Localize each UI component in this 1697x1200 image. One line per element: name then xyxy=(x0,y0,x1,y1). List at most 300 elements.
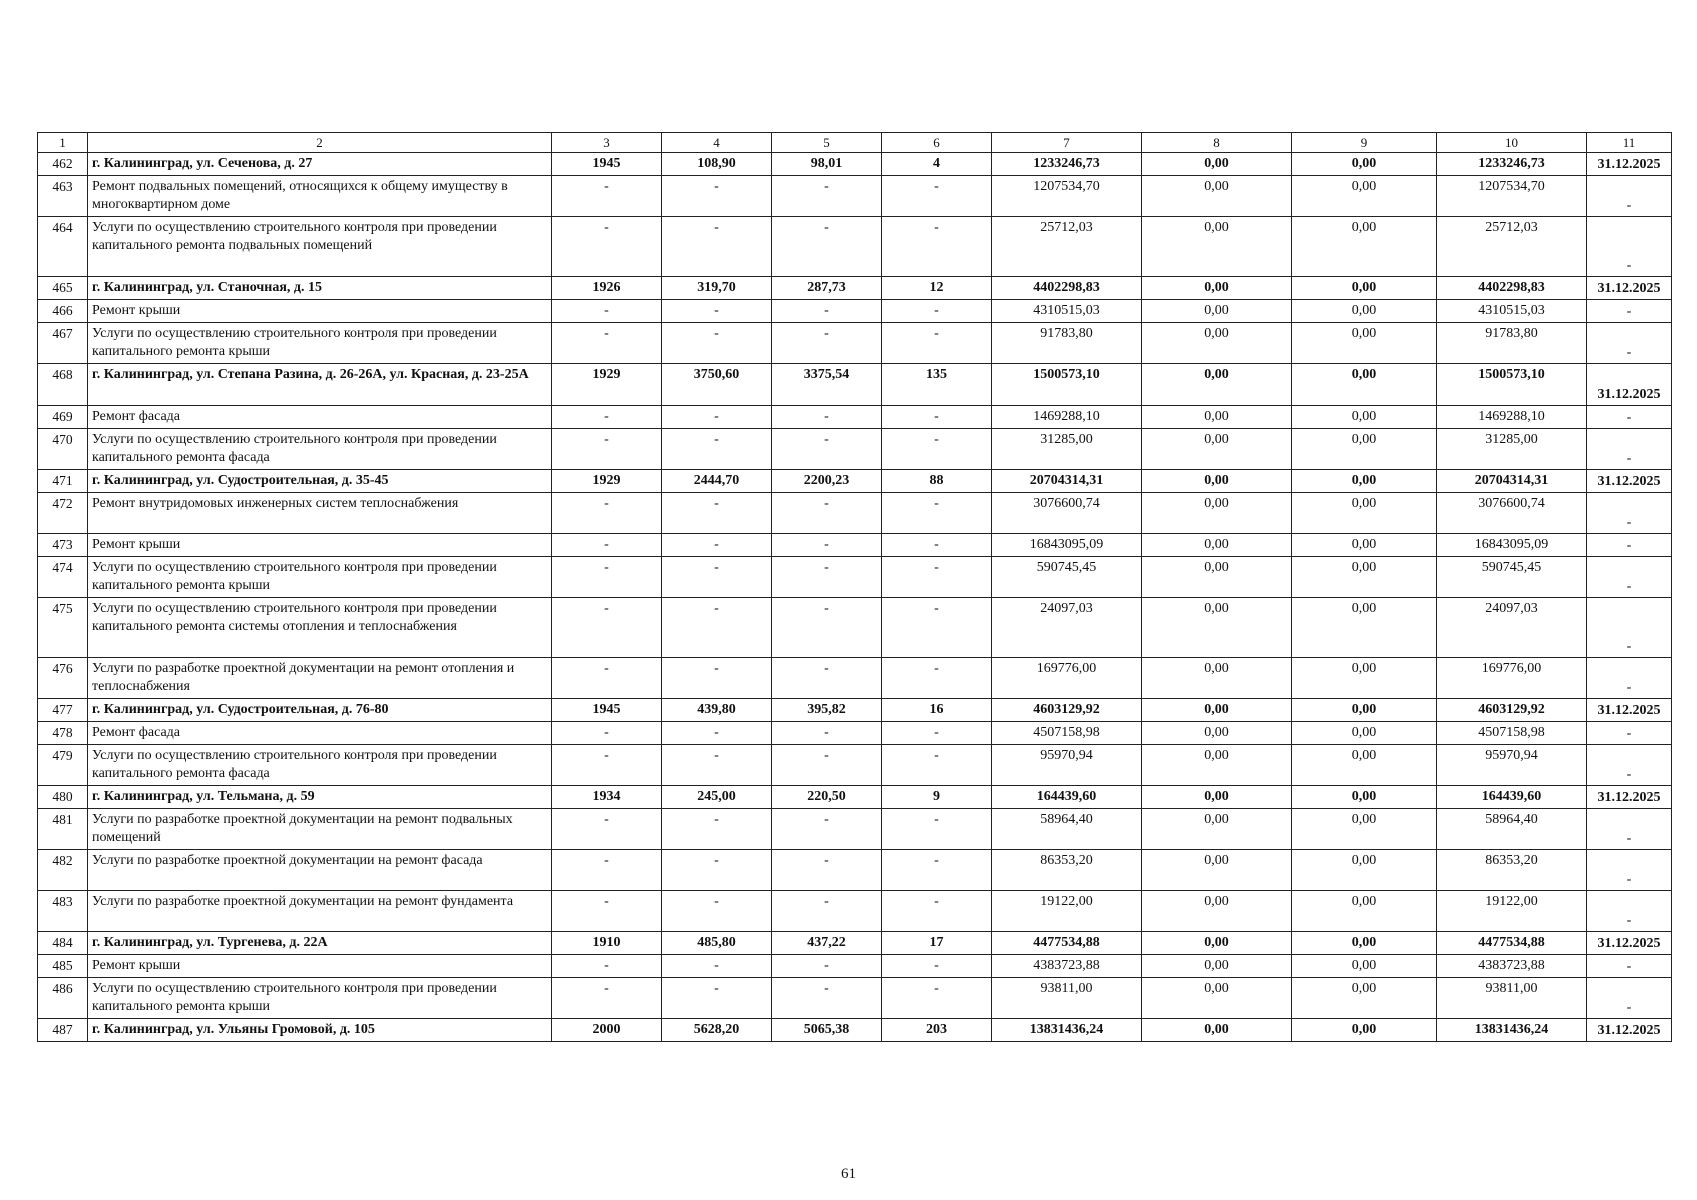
cost-total-cell: 91783,80 xyxy=(992,323,1142,364)
cost-owners-cell: 169776,00 xyxy=(1437,658,1587,699)
address-row xyxy=(38,277,1672,300)
living-area-cell: 395,82 xyxy=(772,699,882,722)
work-row xyxy=(38,406,1672,429)
living-area-cell: - xyxy=(772,217,882,277)
total-area-cell: - xyxy=(662,323,772,364)
row-number-cell: 463 xyxy=(38,176,88,217)
cost-fund-cell: 0,00 xyxy=(1142,364,1292,406)
description-cell: Ремонт фасада xyxy=(88,406,552,429)
description-cell: Ремонт фасада xyxy=(88,722,552,745)
cost-other-cell: 0,00 xyxy=(1292,217,1437,277)
deadline-cell: 31.12.2025 xyxy=(1587,470,1672,493)
total-area-cell: 2444,70 xyxy=(662,470,772,493)
cost-fund-cell: 0,00 xyxy=(1142,891,1292,932)
residents-cell: - xyxy=(882,722,992,745)
cost-other-cell: 0,00 xyxy=(1292,1019,1437,1042)
build-year-cell: - xyxy=(552,850,662,891)
cost-owners-cell: 1500573,10 xyxy=(1437,364,1587,406)
cost-total-cell: 1233246,73 xyxy=(992,153,1142,176)
residents-cell: - xyxy=(882,429,992,470)
page-number: 61 xyxy=(841,1166,856,1182)
total-area-cell: - xyxy=(662,406,772,429)
cost-total-cell: 13831436,24 xyxy=(992,1019,1142,1042)
residents-cell: - xyxy=(882,978,992,1019)
description-cell: Ремонт крыши xyxy=(88,955,552,978)
row-number-cell: 480 xyxy=(38,786,88,809)
column-number-row xyxy=(38,133,1672,153)
description-cell: Ремонт крыши xyxy=(88,534,552,557)
cost-fund-cell: 0,00 xyxy=(1142,658,1292,699)
column-header: 1 xyxy=(38,133,88,153)
row-number-cell: 487 xyxy=(38,1019,88,1042)
cost-other-cell: 0,00 xyxy=(1292,850,1437,891)
row-number-cell: 474 xyxy=(38,557,88,598)
cost-owners-cell: 91783,80 xyxy=(1437,323,1587,364)
living-area-cell: - xyxy=(772,557,882,598)
cost-fund-cell: 0,00 xyxy=(1142,809,1292,850)
cost-owners-cell: 4402298,83 xyxy=(1437,277,1587,300)
residents-cell: - xyxy=(882,891,992,932)
address-row xyxy=(38,1019,1672,1042)
total-area-cell: - xyxy=(662,955,772,978)
cost-owners-cell: 4603129,92 xyxy=(1437,699,1587,722)
living-area-cell: - xyxy=(772,598,882,658)
cost-other-cell: 0,00 xyxy=(1292,406,1437,429)
cost-total-cell: 1207534,70 xyxy=(992,176,1142,217)
work-row xyxy=(38,323,1672,364)
cost-owners-cell: 58964,40 xyxy=(1437,809,1587,850)
row-number-cell: 479 xyxy=(38,745,88,786)
residents-cell: - xyxy=(882,406,992,429)
deadline-cell: 31.12.2025 xyxy=(1587,699,1672,722)
column-header: 11 xyxy=(1587,133,1672,153)
cost-owners-cell: 95970,94 xyxy=(1437,745,1587,786)
residents-cell: 88 xyxy=(882,470,992,493)
column-header: 5 xyxy=(772,133,882,153)
description-cell: Услуги по осуществлению строительного контроля при проведении капитального ремонта системы отопления и теплоснабжения xyxy=(88,598,552,658)
capital-repair-table xyxy=(37,132,1672,1042)
build-year-cell: - xyxy=(552,598,662,658)
living-area-cell: - xyxy=(772,176,882,217)
description-cell: г. Калининград, ул. Сеченова, д. 27 xyxy=(88,153,552,176)
living-area-cell: - xyxy=(772,850,882,891)
deadline-cell: 31.12.2025 xyxy=(1587,932,1672,955)
residents-cell: 12 xyxy=(882,277,992,300)
deadline-cell: - xyxy=(1587,300,1672,323)
deadline-cell: - xyxy=(1587,978,1672,1019)
deadline-cell: - xyxy=(1587,955,1672,978)
description-cell: Ремонт подвальных помещений, относящихся к общему имуществу в многоквартирном доме xyxy=(88,176,552,217)
living-area-cell: - xyxy=(772,429,882,470)
build-year-cell: - xyxy=(552,534,662,557)
build-year-cell: - xyxy=(552,978,662,1019)
cost-fund-cell: 0,00 xyxy=(1142,323,1292,364)
deadline-cell: 31.12.2025 xyxy=(1587,1019,1672,1042)
row-number-cell: 485 xyxy=(38,955,88,978)
deadline-cell: - xyxy=(1587,598,1672,658)
deadline-cell: - xyxy=(1587,534,1672,557)
cost-fund-cell: 0,00 xyxy=(1142,955,1292,978)
row-number-cell: 465 xyxy=(38,277,88,300)
cost-owners-cell: 86353,20 xyxy=(1437,850,1587,891)
description-cell: г. Калининград, ул. Степана Разина, д. 26-26А, ул. Красная, д. 23-25А xyxy=(88,364,552,406)
cost-owners-cell: 31285,00 xyxy=(1437,429,1587,470)
cost-total-cell: 164439,60 xyxy=(992,786,1142,809)
column-header: 10 xyxy=(1437,133,1587,153)
work-row xyxy=(38,557,1672,598)
living-area-cell: - xyxy=(772,955,882,978)
residents-cell: - xyxy=(882,323,992,364)
living-area-cell: 5065,38 xyxy=(772,1019,882,1042)
row-number-cell: 473 xyxy=(38,534,88,557)
table-body xyxy=(38,133,1672,1042)
cost-total-cell: 31285,00 xyxy=(992,429,1142,470)
total-area-cell: 439,80 xyxy=(662,699,772,722)
cost-other-cell: 0,00 xyxy=(1292,932,1437,955)
cost-fund-cell: 0,00 xyxy=(1142,1019,1292,1042)
build-year-cell: - xyxy=(552,745,662,786)
cost-fund-cell: 0,00 xyxy=(1142,300,1292,323)
total-area-cell: - xyxy=(662,850,772,891)
cost-fund-cell: 0,00 xyxy=(1142,534,1292,557)
living-area-cell: - xyxy=(772,493,882,534)
cost-fund-cell: 0,00 xyxy=(1142,557,1292,598)
build-year-cell: - xyxy=(552,722,662,745)
build-year-cell: 1934 xyxy=(552,786,662,809)
residents-cell: - xyxy=(882,955,992,978)
deadline-cell: - xyxy=(1587,406,1672,429)
work-row xyxy=(38,176,1672,217)
cost-other-cell: 0,00 xyxy=(1292,955,1437,978)
description-cell: г. Калининград, ул. Тельмана, д. 59 xyxy=(88,786,552,809)
cost-total-cell: 1500573,10 xyxy=(992,364,1142,406)
build-year-cell: - xyxy=(552,658,662,699)
total-area-cell: 319,70 xyxy=(662,277,772,300)
living-area-cell: - xyxy=(772,300,882,323)
row-number-cell: 476 xyxy=(38,658,88,699)
build-year-cell: - xyxy=(552,217,662,277)
work-row xyxy=(38,722,1672,745)
address-row xyxy=(38,786,1672,809)
cost-owners-cell: 590745,45 xyxy=(1437,557,1587,598)
total-area-cell: 5628,20 xyxy=(662,1019,772,1042)
address-row xyxy=(38,470,1672,493)
description-cell: Ремонт внутридомовых инженерных систем теплоснабжения xyxy=(88,493,552,534)
build-year-cell: 2000 xyxy=(552,1019,662,1042)
cost-other-cell: 0,00 xyxy=(1292,658,1437,699)
deadline-cell: - xyxy=(1587,323,1672,364)
description-cell: Услуги по разработке проектной документации на ремонт подвальных помещений xyxy=(88,809,552,850)
cost-other-cell: 0,00 xyxy=(1292,891,1437,932)
cost-total-cell: 4477534,88 xyxy=(992,932,1142,955)
cost-other-cell: 0,00 xyxy=(1292,786,1437,809)
cost-other-cell: 0,00 xyxy=(1292,176,1437,217)
cost-fund-cell: 0,00 xyxy=(1142,277,1292,300)
living-area-cell: - xyxy=(772,809,882,850)
cost-owners-cell: 3076600,74 xyxy=(1437,493,1587,534)
residents-cell: - xyxy=(882,745,992,786)
total-area-cell: - xyxy=(662,598,772,658)
work-row xyxy=(38,429,1672,470)
living-area-cell: - xyxy=(772,406,882,429)
total-area-cell: 3750,60 xyxy=(662,364,772,406)
living-area-cell: 287,73 xyxy=(772,277,882,300)
cost-other-cell: 0,00 xyxy=(1292,598,1437,658)
deadline-cell: - xyxy=(1587,809,1672,850)
residents-cell: - xyxy=(882,809,992,850)
build-year-cell: - xyxy=(552,891,662,932)
residents-cell: - xyxy=(882,300,992,323)
cost-owners-cell: 25712,03 xyxy=(1437,217,1587,277)
column-header: 3 xyxy=(552,133,662,153)
cost-other-cell: 0,00 xyxy=(1292,300,1437,323)
cost-owners-cell: 19122,00 xyxy=(1437,891,1587,932)
address-row xyxy=(38,153,1672,176)
living-area-cell: 437,22 xyxy=(772,932,882,955)
build-year-cell: 1929 xyxy=(552,364,662,406)
build-year-cell: 1945 xyxy=(552,153,662,176)
cost-total-cell: 93811,00 xyxy=(992,978,1142,1019)
cost-other-cell: 0,00 xyxy=(1292,534,1437,557)
row-number-cell: 468 xyxy=(38,364,88,406)
cost-owners-cell: 13831436,24 xyxy=(1437,1019,1587,1042)
deadline-cell: - xyxy=(1587,745,1672,786)
living-area-cell: - xyxy=(772,323,882,364)
deadline-cell: - xyxy=(1587,891,1672,932)
total-area-cell: - xyxy=(662,557,772,598)
work-row xyxy=(38,745,1672,786)
total-area-cell: 245,00 xyxy=(662,786,772,809)
cost-total-cell: 4383723,88 xyxy=(992,955,1142,978)
cost-total-cell: 86353,20 xyxy=(992,850,1142,891)
description-cell: Услуги по разработке проектной документации на ремонт отопления и теплоснабжения xyxy=(88,658,552,699)
cost-total-cell: 16843095,09 xyxy=(992,534,1142,557)
cost-other-cell: 0,00 xyxy=(1292,809,1437,850)
cost-fund-cell: 0,00 xyxy=(1142,978,1292,1019)
cost-total-cell: 590745,45 xyxy=(992,557,1142,598)
row-number-cell: 482 xyxy=(38,850,88,891)
address-row xyxy=(38,699,1672,722)
living-area-cell: - xyxy=(772,534,882,557)
row-number-cell: 466 xyxy=(38,300,88,323)
cost-owners-cell: 93811,00 xyxy=(1437,978,1587,1019)
residents-cell: 4 xyxy=(882,153,992,176)
build-year-cell: - xyxy=(552,809,662,850)
cost-other-cell: 0,00 xyxy=(1292,557,1437,598)
row-number-cell: 486 xyxy=(38,978,88,1019)
row-number-cell: 475 xyxy=(38,598,88,658)
cost-fund-cell: 0,00 xyxy=(1142,153,1292,176)
living-area-cell: 220,50 xyxy=(772,786,882,809)
deadline-cell: - xyxy=(1587,850,1672,891)
cost-owners-cell: 1469288,10 xyxy=(1437,406,1587,429)
work-row xyxy=(38,598,1672,658)
living-area-cell: - xyxy=(772,978,882,1019)
cost-fund-cell: 0,00 xyxy=(1142,176,1292,217)
cost-owners-cell: 164439,60 xyxy=(1437,786,1587,809)
total-area-cell: - xyxy=(662,493,772,534)
address-row xyxy=(38,932,1672,955)
cost-owners-cell: 24097,03 xyxy=(1437,598,1587,658)
cost-owners-cell: 4310515,03 xyxy=(1437,300,1587,323)
residents-cell: 203 xyxy=(882,1019,992,1042)
cost-other-cell: 0,00 xyxy=(1292,470,1437,493)
work-row xyxy=(38,217,1672,277)
cost-total-cell: 1469288,10 xyxy=(992,406,1142,429)
deadline-cell: - xyxy=(1587,557,1672,598)
total-area-cell: - xyxy=(662,429,772,470)
total-area-cell: - xyxy=(662,534,772,557)
row-number-cell: 478 xyxy=(38,722,88,745)
cost-total-cell: 3076600,74 xyxy=(992,493,1142,534)
cost-other-cell: 0,00 xyxy=(1292,364,1437,406)
living-area-cell: - xyxy=(772,722,882,745)
living-area-cell: 2200,23 xyxy=(772,470,882,493)
living-area-cell: - xyxy=(772,658,882,699)
residents-cell: 17 xyxy=(882,932,992,955)
cost-fund-cell: 0,00 xyxy=(1142,786,1292,809)
cost-other-cell: 0,00 xyxy=(1292,153,1437,176)
residents-cell: 135 xyxy=(882,364,992,406)
description-cell: Услуги по осуществлению строительного контроля при проведении капитального ремонта крыши xyxy=(88,978,552,1019)
description-cell: Услуги по разработке проектной документации на ремонт фасада xyxy=(88,850,552,891)
cost-fund-cell: 0,00 xyxy=(1142,470,1292,493)
residents-cell: - xyxy=(882,658,992,699)
total-area-cell: - xyxy=(662,217,772,277)
row-number-cell: 471 xyxy=(38,470,88,493)
deadline-cell: - xyxy=(1587,217,1672,277)
work-row xyxy=(38,809,1672,850)
cost-other-cell: 0,00 xyxy=(1292,429,1437,470)
residents-cell: - xyxy=(882,534,992,557)
build-year-cell: - xyxy=(552,323,662,364)
living-area-cell: - xyxy=(772,891,882,932)
build-year-cell: - xyxy=(552,406,662,429)
description-cell: Услуги по осуществлению строительного контроля при проведении капитального ремонта подвальных помещений xyxy=(88,217,552,277)
work-row xyxy=(38,955,1672,978)
row-number-cell: 470 xyxy=(38,429,88,470)
total-area-cell: - xyxy=(662,658,772,699)
row-number-cell: 467 xyxy=(38,323,88,364)
cost-fund-cell: 0,00 xyxy=(1142,850,1292,891)
cost-fund-cell: 0,00 xyxy=(1142,217,1292,277)
description-cell: г. Калининград, ул. Судостроительная, д. 76-80 xyxy=(88,699,552,722)
build-year-cell: 1910 xyxy=(552,932,662,955)
column-header: 6 xyxy=(882,133,992,153)
description-cell: Услуги по осуществлению строительного контроля при проведении капитального ремонта фасада xyxy=(88,429,552,470)
row-number-cell: 484 xyxy=(38,932,88,955)
cost-owners-cell: 20704314,31 xyxy=(1437,470,1587,493)
work-row xyxy=(38,891,1672,932)
cost-total-cell: 4402298,83 xyxy=(992,277,1142,300)
deadline-cell: - xyxy=(1587,493,1672,534)
description-cell: Услуги по осуществлению строительного контроля при проведении капитального ремонта крыши xyxy=(88,323,552,364)
cost-fund-cell: 0,00 xyxy=(1142,745,1292,786)
column-header: 8 xyxy=(1142,133,1292,153)
cost-other-cell: 0,00 xyxy=(1292,323,1437,364)
deadline-cell: - xyxy=(1587,429,1672,470)
total-area-cell: - xyxy=(662,978,772,1019)
row-number-cell: 477 xyxy=(38,699,88,722)
cost-owners-cell: 1233246,73 xyxy=(1437,153,1587,176)
cost-total-cell: 20704314,31 xyxy=(992,470,1142,493)
build-year-cell: - xyxy=(552,557,662,598)
build-year-cell: 1929 xyxy=(552,470,662,493)
total-area-cell: - xyxy=(662,891,772,932)
cost-total-cell: 95970,94 xyxy=(992,745,1142,786)
total-area-cell: 108,90 xyxy=(662,153,772,176)
address-row xyxy=(38,364,1672,406)
living-area-cell: 98,01 xyxy=(772,153,882,176)
cost-other-cell: 0,00 xyxy=(1292,978,1437,1019)
work-row xyxy=(38,978,1672,1019)
cost-fund-cell: 0,00 xyxy=(1142,699,1292,722)
description-cell: Ремонт крыши xyxy=(88,300,552,323)
cost-total-cell: 19122,00 xyxy=(992,891,1142,932)
cost-total-cell: 169776,00 xyxy=(992,658,1142,699)
residents-cell: - xyxy=(882,217,992,277)
deadline-cell: 31.12.2025 xyxy=(1587,786,1672,809)
residents-cell: - xyxy=(882,598,992,658)
column-header: 7 xyxy=(992,133,1142,153)
deadline-cell: 31.12.2025 xyxy=(1587,153,1672,176)
cost-other-cell: 0,00 xyxy=(1292,493,1437,534)
cost-owners-cell: 1207534,70 xyxy=(1437,176,1587,217)
description-cell: Услуги по осуществлению строительного контроля при проведении капитального ремонта крыши xyxy=(88,557,552,598)
description-cell: г. Калининград, ул. Тургенева, д. 22А xyxy=(88,932,552,955)
row-number-cell: 472 xyxy=(38,493,88,534)
residents-cell: - xyxy=(882,176,992,217)
cost-owners-cell: 4507158,98 xyxy=(1437,722,1587,745)
build-year-cell: - xyxy=(552,429,662,470)
cost-other-cell: 0,00 xyxy=(1292,277,1437,300)
cost-total-cell: 25712,03 xyxy=(992,217,1142,277)
cost-other-cell: 0,00 xyxy=(1292,745,1437,786)
total-area-cell: - xyxy=(662,176,772,217)
row-number-cell: 462 xyxy=(38,153,88,176)
total-area-cell: - xyxy=(662,809,772,850)
build-year-cell: 1945 xyxy=(552,699,662,722)
total-area-cell: - xyxy=(662,300,772,323)
cost-total-cell: 58964,40 xyxy=(992,809,1142,850)
residents-cell: - xyxy=(882,493,992,534)
description-cell: г. Калининград, ул. Станочная, д. 15 xyxy=(88,277,552,300)
work-row xyxy=(38,850,1672,891)
residents-cell: - xyxy=(882,850,992,891)
description-cell: Услуги по разработке проектной документации на ремонт фундамента xyxy=(88,891,552,932)
build-year-cell: - xyxy=(552,493,662,534)
deadline-cell: - xyxy=(1587,176,1672,217)
row-number-cell: 469 xyxy=(38,406,88,429)
residents-cell: - xyxy=(882,557,992,598)
residents-cell: 9 xyxy=(882,786,992,809)
cost-fund-cell: 0,00 xyxy=(1142,493,1292,534)
cost-other-cell: 0,00 xyxy=(1292,699,1437,722)
deadline-cell: - xyxy=(1587,722,1672,745)
cost-fund-cell: 0,00 xyxy=(1142,932,1292,955)
description-cell: Услуги по осуществлению строительного контроля при проведении капитального ремонта фасада xyxy=(88,745,552,786)
column-header: 2 xyxy=(88,133,552,153)
row-number-cell: 464 xyxy=(38,217,88,277)
work-row xyxy=(38,300,1672,323)
living-area-cell: 3375,54 xyxy=(772,364,882,406)
row-number-cell: 481 xyxy=(38,809,88,850)
work-row xyxy=(38,493,1672,534)
build-year-cell: 1926 xyxy=(552,277,662,300)
cost-owners-cell: 4383723,88 xyxy=(1437,955,1587,978)
build-year-cell: - xyxy=(552,176,662,217)
work-row xyxy=(38,658,1672,699)
